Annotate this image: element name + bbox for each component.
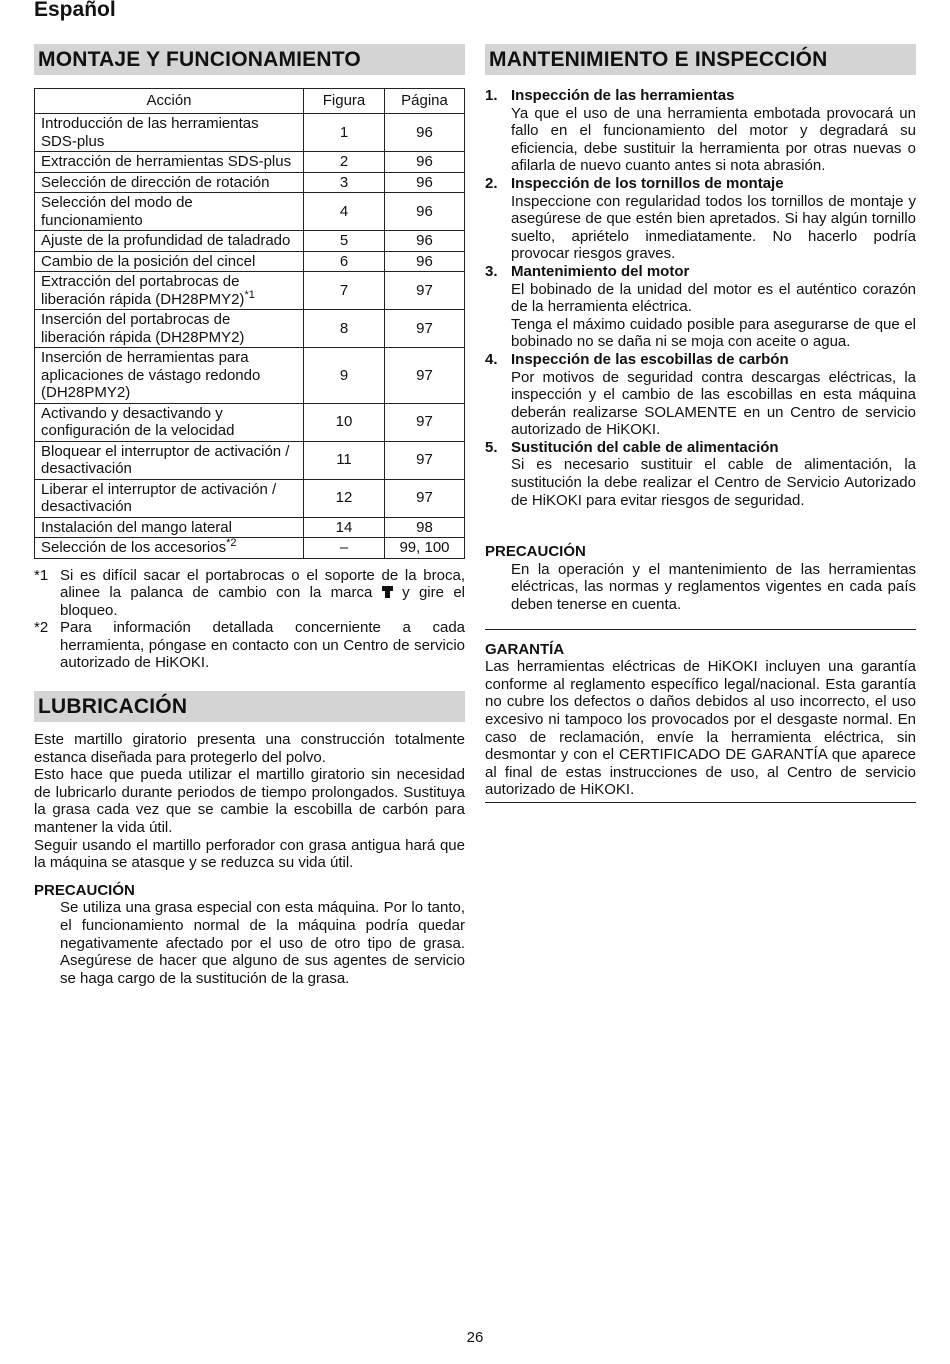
maintenance-item-heading: Inspección de las herramientas <box>511 87 735 104</box>
maintenance-item-text: El bobinado de la unidad del motor es el auténtico corazón de la herramienta eléctrica. <box>511 280 916 316</box>
cell-page: 97 <box>385 348 465 404</box>
maintenance-caution-title: PRECAUCIÓN <box>485 543 586 561</box>
cell-page: 96 <box>385 172 465 193</box>
right-column <box>485 44 916 803</box>
cell-figure: 11 <box>304 441 385 479</box>
header-figure: Figura <box>304 89 385 114</box>
maintenance-item: 2. Inspección de los tornillos de montaje Inspeccione con regularidad todos los tornillos de montaje y asegúrese de que estén bien apretados. Si hay algún tornillo suelto, apriételo inmediatamente. No hacerlo podría provocar riesgos graves. <box>485 174 916 263</box>
lubrication-section-title: LUBRICACIÓN <box>34 691 465 722</box>
lubrication-caution-text: Se utiliza una grasa especial con esta máquina. Por lo tanto, el funcionamiento normal de la máquina podría quedar negativamente afectado por el uso de otro tipo de grasa. Asegúrese de hacer que alguno de sus agentes de servicio se haga cargo de la sustitución de la grasa. <box>60 899 465 987</box>
cell-page: 97 <box>385 272 465 310</box>
cell-figure: 6 <box>304 251 385 272</box>
cell-action: Bloquear el interruptor de activación / desactivación <box>35 441 304 479</box>
maintenance-item-text: Tenga el máximo cuidado posible para asegurarse de que el bobinado no se daña ni se moja con aceite o agua. <box>511 315 916 351</box>
footnote-marker: *2 <box>226 537 237 549</box>
cell-page: 96 <box>385 114 465 152</box>
table-row <box>35 310 465 348</box>
warranty-text: Las herramientas eléctricas de HiKOKI incluyen una garantía conforme al reglamento específico legal/nacional. Esta garantía no cubre los defectos o daños debidos al uso incorrecto, el uso excesivo ni tampoco los provocados por el desgaste normal. En caso de reclamación, envíe la herramienta eléctrica, sin desmontar y con el CERTIFICADO DE GARANTÍA que aparece al final de estas instrucciones de uso, al Centro de servicio autorizado de HiKOKI. <box>485 658 916 803</box>
note-text: Para información detallada concerniente a cada herramienta, póngase en contacto con un Centro de servicio autorizado de HiKOKI. <box>60 619 465 672</box>
table-row <box>35 479 465 517</box>
maintenance-caution-text: En la operación y el mantenimiento de las herramientas eléctricas, las normas y reglamentos vigentes en cada país deben tenerse en cuenta. <box>485 561 916 630</box>
maintenance-item: 1. Inspección de las herramientas Ya que el uso de una herramienta embotada provocará un fallo en el funcionamiento del motor y degradará su eficiencia, debe sustituir la herramienta por otras nuevas o afilarla de nuevo cuanto antes si nota abrasión. <box>485 87 916 175</box>
table-header-row <box>35 89 465 114</box>
note-marker: *2 <box>34 619 49 637</box>
maintenance-item-heading: Inspección de los tornillos de montaje <box>511 174 784 192</box>
maintenance-item-heading: Inspección de las escobillas de carbón <box>511 350 789 368</box>
cell-figure: 2 <box>304 152 385 173</box>
table-row <box>35 193 465 231</box>
note-marker: *1 <box>34 566 49 584</box>
maintenance-item-text: Si es necesario sustituir el cable de alimentación, la sustitución la debe realizar el Centro de Servicio Autorizado de HiKOKI para evitar riesgos de seguridad. <box>511 456 916 509</box>
cell-page: 97 <box>385 310 465 348</box>
note-2 <box>34 619 465 672</box>
cell-action: Selección del modo de funcionamiento <box>35 193 304 231</box>
cell-figure: 1 <box>304 114 385 152</box>
table-row <box>35 114 465 152</box>
cell-action: Inserción de herramientas para aplicaciones de vástago redondo (DH28PMY2) <box>35 348 304 404</box>
lubrication-paragraph: Este martillo giratorio presenta una construcción totalmente estanca diseñada para protegerlo del polvo. <box>34 731 465 766</box>
cell-figure: 14 <box>304 517 385 538</box>
maintenance-item-text: Por motivos de seguridad contra descargas eléctricas, la inspección y el cambio de las escobillas en esta máquina deberán realizarse SOLAMENTE en un Centro de servicio autorizado de HiKOKI. <box>511 368 916 439</box>
table-row <box>35 348 465 404</box>
operations-table <box>34 88 465 559</box>
table-row <box>35 251 465 272</box>
assembly-section-title: MONTAJE Y FUNCIONAMIENTO <box>34 44 465 75</box>
maintenance-item-heading: Sustitución del cable de alimentación <box>511 438 779 456</box>
language-heading: Español <box>34 0 116 21</box>
table-row <box>35 272 465 310</box>
table-row <box>35 403 465 441</box>
left-column <box>34 44 465 987</box>
maintenance-item: 3. Mantenimiento del motor El bobinado de la unidad del motor es el auténtico corazón de la herramienta eléctrica. Tenga el máximo cuidado posible para asegurarse de que el bobinado no se daña ni se moja con aceite o agua. <box>485 262 916 351</box>
maintenance-item-text: Inspeccione con regularidad todos los tornillos de montaje y asegúrese de que estén bien apretados. Si hay algún tornillo suelto, apriételo inmediatamente. No hacerlo podría provocar riesgos graves. <box>511 192 916 263</box>
note-text: Si es difícil sacar el portabrocas o el soporte de la broca, alinee la palanca de cambio con la marca y gire el bloqueo. <box>60 566 466 619</box>
page-number: 26 <box>466 1329 484 1346</box>
note-1 <box>34 567 465 620</box>
cell-page: 97 <box>385 441 465 479</box>
maintenance-item: 5. Sustitución del cable de alimentación Si es necesario sustituir el cable de alimentación, la sustitución la debe realizar el Centro de Servicio Autorizado de HiKOKI para evitar riesgos de seguridad. <box>485 438 916 509</box>
table-row <box>35 441 465 479</box>
cell-figure: 9 <box>304 348 385 404</box>
lubrication-caution-title: PRECAUCIÓN <box>34 881 135 899</box>
cell-page: 96 <box>385 152 465 173</box>
cell-figure: 3 <box>304 172 385 193</box>
header-action: Acción <box>35 89 304 114</box>
cell-figure: 7 <box>304 272 385 310</box>
cell-action: Introducción de las herramientas SDS-plus <box>35 114 304 152</box>
table-row <box>35 517 465 538</box>
cell-figure: 4 <box>304 193 385 231</box>
table-notes <box>34 567 465 673</box>
cell-action: Selección de los accesorios$^{*2}$ <box>35 538 304 559</box>
cell-action: Liberar el interruptor de activación / desactivación <box>35 479 304 517</box>
cell-page: 96 <box>385 193 465 231</box>
cell-action: Instalación del mango lateral <box>35 517 304 538</box>
lock-mark-icon <box>382 586 393 598</box>
cell-action: Cambio de la posición del cincel <box>35 251 304 272</box>
maintenance-section-title: MANTENIMIENTO E INSPECCIÓN <box>485 44 916 75</box>
cell-action: Selección de dirección de rotación <box>35 172 304 193</box>
table-row <box>35 152 465 173</box>
operations-table-body <box>35 114 465 559</box>
table-row <box>35 172 465 193</box>
maintenance-item: 4. Inspección de las escobillas de carbón Por motivos de seguridad contra descargas eléctricas, la inspección y el cambio de las escobillas en esta máquina deberán realizarse SOLAMENTE en un Centro de servicio autorizado de HiKOKI. <box>485 350 916 439</box>
maintenance-item-text: Ya que el uso de una herramienta embotada provocará un fallo en el funcionamiento del motor y degradará su eficiencia, debe sustituir la herramienta por otras nuevas o afilarla de nuevo cuanto antes si nota abrasión. <box>511 104 916 175</box>
cell-action: Extracción de herramientas SDS-plus <box>35 152 304 173</box>
warranty-title: GARANTÍA <box>485 640 565 658</box>
cell-figure: 5 <box>304 231 385 252</box>
cell-figure: 12 <box>304 479 385 517</box>
cell-action: Ajuste de la profundidad de taladrado <box>35 231 304 252</box>
cell-action: Extracción del portabrocas de liberación rápida $(DH28PMY2)^{*1}$ <box>35 272 304 310</box>
cell-action: Inserción del portabrocas de liberación rápida (DH28PMY2) <box>35 310 304 348</box>
cell-action: Activando y desactivando y configuración de la velocidad <box>35 403 304 441</box>
footnote-marker: *1 <box>244 288 255 301</box>
table-row <box>35 538 465 559</box>
cell-page: 96 <box>385 251 465 272</box>
maintenance-item-heading: Mantenimiento del motor <box>511 262 690 280</box>
table-row <box>35 231 465 252</box>
header-page: Página <box>385 89 465 114</box>
lubrication-paragraph: Esto hace que pueda utilizar el martillo giratorio sin necesidad de lubricarlo durante periodos de tiempo prolongados. Sustituya la grasa cada vez que se cambie la escobilla de carbón para mantener la vida útil. <box>34 766 465 837</box>
cell-page: 98 <box>385 517 465 538</box>
lubrication-paragraph: Seguir usando el martillo perforador con grasa antigua hará que la máquina se atasque y se reduzca su vida útil. <box>34 836 465 872</box>
maintenance-list <box>485 87 916 509</box>
cell-figure: 10 <box>304 403 385 441</box>
cell-page: 99, 100 <box>385 538 465 559</box>
cell-page: 97 <box>385 479 465 517</box>
cell-figure: – <box>304 538 385 559</box>
cell-page: 96 <box>385 231 465 252</box>
cell-page: 97 <box>385 403 465 441</box>
cell-figure: 8 <box>304 310 385 348</box>
lubrication-body <box>34 731 465 987</box>
